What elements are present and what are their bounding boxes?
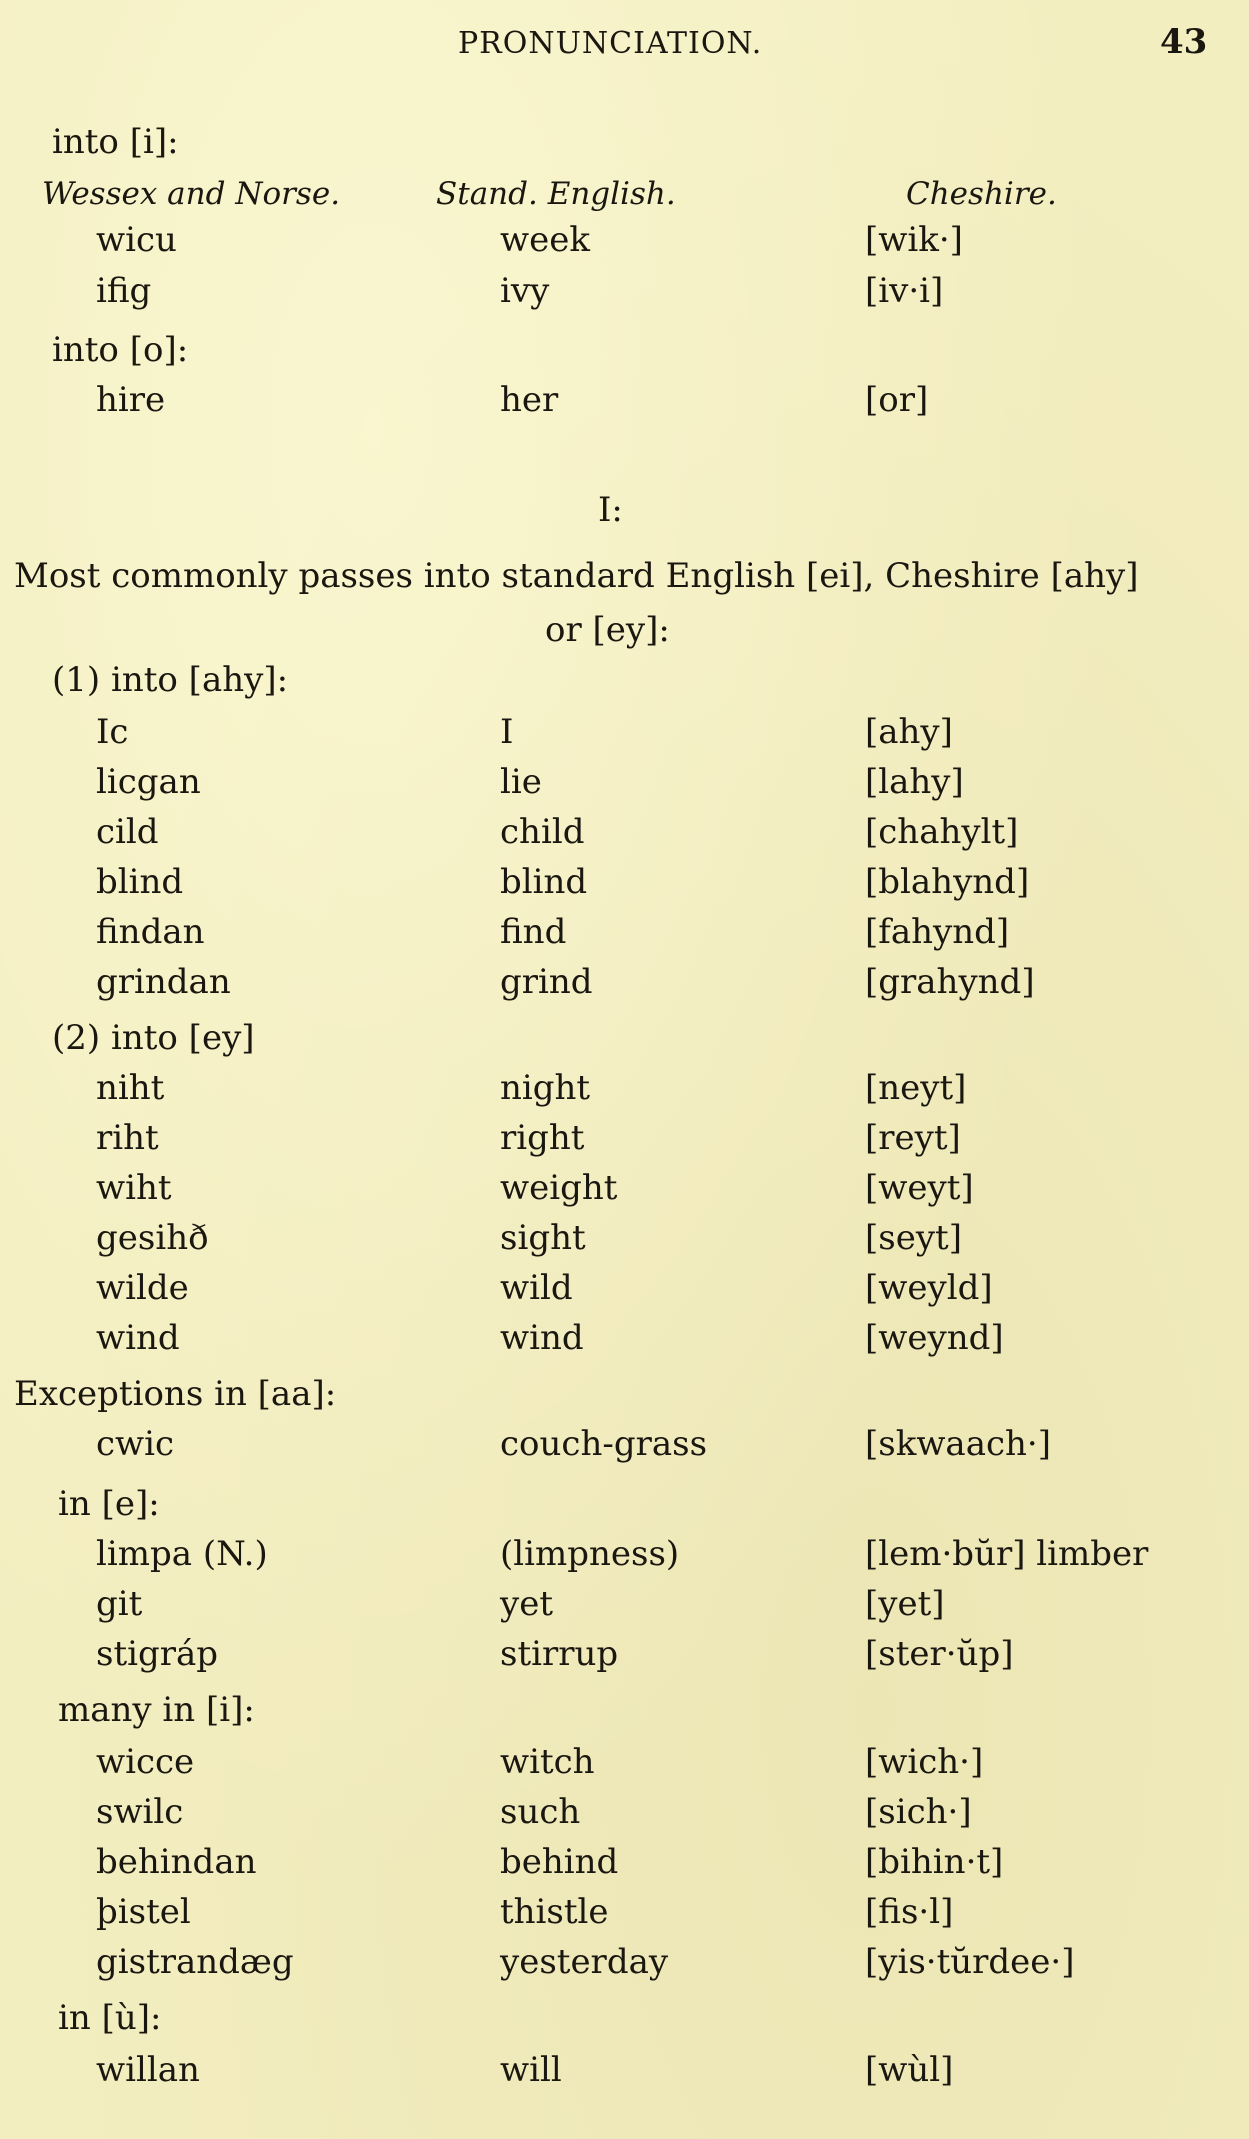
row-7-standard: blind bbox=[500, 862, 588, 902]
row-6-wessex: cild bbox=[96, 812, 159, 852]
heading-into-ahy: (1) into [ahy]: bbox=[52, 660, 289, 700]
row-2-standard: ivy bbox=[500, 271, 550, 311]
heading-in-e: in [e]: bbox=[58, 1484, 160, 1524]
running-title: PRONUNCIATION. bbox=[458, 26, 763, 61]
row-11-wessex: riht bbox=[96, 1118, 159, 1158]
row-20-standard: witch bbox=[500, 1742, 595, 1782]
heading-many-in-i: many in [i]: bbox=[58, 1690, 255, 1730]
row-15-standard: wind bbox=[500, 1318, 584, 1358]
row-1-wessex: wicu bbox=[96, 220, 177, 260]
row-7-wessex: blind bbox=[96, 862, 184, 902]
row-22-wessex: behindan bbox=[96, 1842, 257, 1882]
row-14-standard: wild bbox=[500, 1268, 573, 1308]
row-17-wessex bbox=[96, 1534, 268, 1574]
row-13-standard: sight bbox=[500, 1218, 586, 1258]
row-17-cheshire: [lem·bŭr] limber bbox=[865, 1534, 1149, 1574]
row-12-cheshire: [weyt] bbox=[865, 1168, 974, 1208]
row-19-wessex: stigráp bbox=[96, 1634, 219, 1674]
row-9-cheshire: [grahynd] bbox=[865, 962, 1035, 1002]
heading-in-u: in [ù]: bbox=[58, 1998, 162, 2038]
heading-into-ey: (2) into [ey] bbox=[52, 1018, 255, 1058]
row-7-cheshire: [blahynd] bbox=[865, 862, 1030, 902]
row-18-wessex: git bbox=[96, 1584, 143, 1624]
row-11-standard: right bbox=[500, 1118, 585, 1158]
row-9-wessex: grindan bbox=[96, 962, 231, 1002]
page-number: 43 bbox=[1160, 22, 1208, 62]
row-18-cheshire: [yet] bbox=[865, 1584, 945, 1624]
row-2-wessex: ifig bbox=[96, 271, 152, 311]
row-3-wessex: hire bbox=[96, 380, 166, 420]
col-header-wessex: Wessex and Norse. bbox=[42, 176, 341, 212]
heading-into-o: into [o]: bbox=[52, 330, 189, 370]
row-10-cheshire: [neyt] bbox=[865, 1068, 967, 1108]
row-1-cheshire: [wik·] bbox=[865, 220, 963, 260]
row-18-standard: yet bbox=[500, 1584, 553, 1624]
row-14-cheshire: [weyld] bbox=[865, 1268, 993, 1308]
section-heading-i: I: bbox=[598, 490, 623, 530]
row-3-standard: her bbox=[500, 380, 559, 420]
row-22-cheshire: [bihin·t] bbox=[865, 1842, 1004, 1882]
row-24-wessex: gistrandæg bbox=[96, 1942, 294, 1982]
row-12-standard: weight bbox=[500, 1168, 618, 1208]
row-25-cheshire: [wùl] bbox=[865, 2050, 954, 2090]
row-1-standard: week bbox=[500, 220, 590, 260]
row-20-wessex: wicce bbox=[96, 1742, 195, 1782]
row-24-standard: yesterday bbox=[500, 1942, 669, 1982]
row-15-wessex: wind bbox=[96, 1318, 180, 1358]
row-12-wessex: wiht bbox=[96, 1168, 172, 1208]
heading-exceptions-aa: Exceptions in [aa]: bbox=[14, 1374, 337, 1414]
row-14-wessex: wilde bbox=[96, 1268, 189, 1308]
row-9-standard: grind bbox=[500, 962, 593, 1002]
row-5-wessex: licgan bbox=[96, 762, 201, 802]
col-header-cheshire: Cheshire. bbox=[906, 176, 1057, 212]
row-23-standard: thistle bbox=[500, 1892, 609, 1932]
row-20-cheshire: [wich·] bbox=[865, 1742, 984, 1782]
row-21-standard: such bbox=[500, 1792, 581, 1832]
row-4-standard: I bbox=[500, 712, 514, 752]
row-16-cheshire: [skwaach·] bbox=[865, 1424, 1051, 1464]
row-6-standard: child bbox=[500, 812, 585, 852]
row-19-cheshire: [ster·ŭp] bbox=[865, 1634, 1014, 1674]
row-8-cheshire: [fahynd] bbox=[865, 912, 1010, 952]
row-13-wessex: gesihð bbox=[96, 1218, 209, 1258]
row-16-standard: couch-grass bbox=[500, 1424, 708, 1464]
row-6-cheshire: [chahylt] bbox=[865, 812, 1019, 852]
row-10-wessex: niht bbox=[96, 1068, 165, 1108]
row-22-standard: behind bbox=[500, 1842, 619, 1882]
row-16-wessex: cwic bbox=[96, 1424, 175, 1464]
row-10-standard: night bbox=[500, 1068, 591, 1108]
row-3-cheshire: [or] bbox=[865, 380, 929, 420]
heading-into-i: into [i]: bbox=[52, 122, 179, 162]
row-17-wessex-text: limpa (N.) bbox=[96, 1534, 268, 1574]
row-25-wessex: willan bbox=[96, 2050, 200, 2090]
row-23-wessex: þistel bbox=[96, 1892, 191, 1932]
row-4-cheshire: [ahy] bbox=[865, 712, 953, 752]
row-21-cheshire: [sich·] bbox=[865, 1792, 972, 1832]
row-17-standard: (limpness) bbox=[500, 1534, 680, 1574]
row-4-wessex: Ic bbox=[96, 712, 129, 752]
paragraph-line-1: Most commonly passes into standard English [ei], Cheshire [ahy] bbox=[14, 556, 1139, 596]
paragraph-line-2: or [ey]: bbox=[545, 610, 670, 650]
col-header-standard: Stand. English. bbox=[436, 176, 676, 212]
row-13-cheshire: [seyt] bbox=[865, 1218, 962, 1258]
row-5-cheshire: [lahy] bbox=[865, 762, 964, 802]
row-8-standard: find bbox=[500, 912, 567, 952]
row-11-cheshire: [reyt] bbox=[865, 1118, 961, 1158]
row-19-standard: stirrup bbox=[500, 1634, 619, 1674]
row-15-cheshire: [weynd] bbox=[865, 1318, 1004, 1358]
row-23-cheshire: [fis·l] bbox=[865, 1892, 954, 1932]
row-8-wessex: findan bbox=[96, 912, 205, 952]
row-5-standard: lie bbox=[500, 762, 542, 802]
row-25-standard: will bbox=[500, 2050, 562, 2090]
row-2-cheshire: [iv·i] bbox=[865, 271, 944, 311]
row-21-wessex: swilc bbox=[96, 1792, 184, 1832]
row-24-cheshire: [yis·tŭrdee·] bbox=[865, 1942, 1075, 1982]
